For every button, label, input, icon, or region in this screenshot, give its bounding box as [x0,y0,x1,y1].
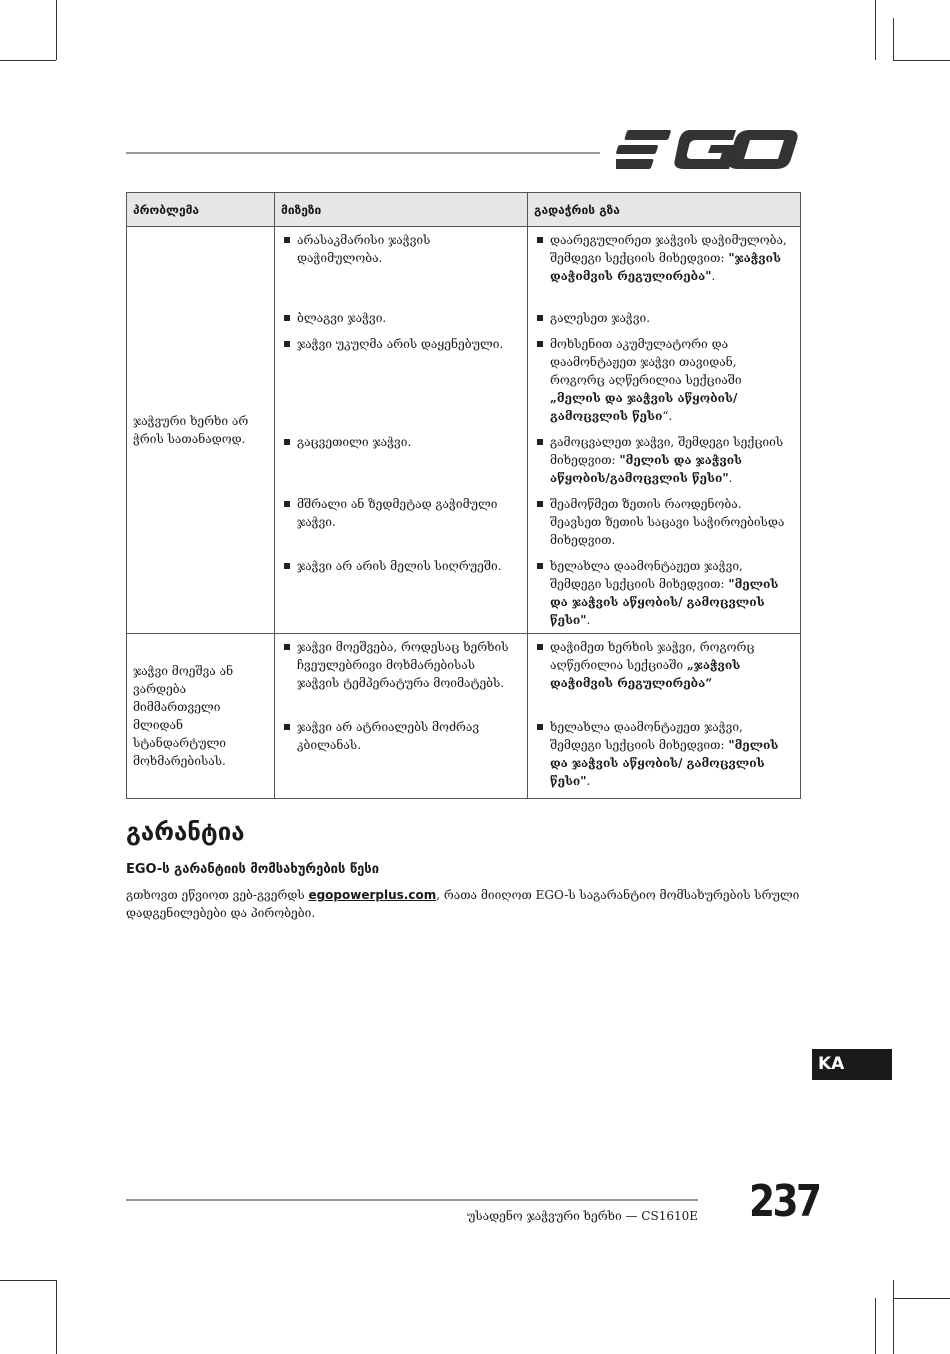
solution-item: გამოცვალეთ ჯაჭვი, შემდეგი სექციის მიხედვით: "მელის და ჯაჭვის აწყობის/გამოცვლის წესი". [528,429,800,491]
header-rule [126,152,600,154]
footer-text: უსადენო ჯაჭვური ხერხი — CS1610E [466,1209,698,1223]
warranty-text: გთხოვთ ეწვიოთ ვებ-გვერდს egopowerplus.com, რათა მიიღოთ EGO-ს საგარანტიო მომსახურების სრული დადგენილებები და პირობები. [126,888,800,920]
cause-item: მშრალი ან ზედმეტად გაჭიმული ჯაჭვი. [275,491,527,535]
solution-item: გალესეთ ჯაჭვი. [528,305,800,331]
footer-rule [126,1199,698,1201]
crop-mark [893,60,950,61]
cause-item: არასაკმარისი ჯაჭვის დაჭიმულობა. [275,227,527,271]
cause-item: ჯაჭვი არ ატრიალებს მოძრავ კბილანას. [275,714,527,758]
solution-item: დაჭიმეთ ხერხის ჯაჭვი, როგორც აღწერილია სექციაში „ჯაჭვის დაჭიმვის რეგულირება“ [528,634,800,696]
cause-item: ბლაგვი ჯაჭვი. [275,305,527,331]
crop-mark [893,18,894,60]
column-header-cause: მიზეზი [275,193,528,227]
table-header-row [127,193,801,227]
warranty-subtitle: EGO-ს გარანტიის მომსახურების წესი [126,862,380,877]
section-title-warranty: გარანტია [126,818,245,846]
cause-item: ჯაჭვი უკუღმა არის დაყენებული. [275,331,527,357]
crop-mark [0,60,56,61]
crop-mark [875,0,876,60]
solution-item: ხელახლა დაამონტაჟეთ ჯაჭვი, შემდეგი სექციის მიხედვით: "მელის და ჯაჭვის აწყობის/ გამოცვლის წესი". [528,553,800,633]
crop-mark [56,0,57,60]
cause-item: ჯაჭვი მოეშვება, როდესაც ხერხის ჩვეულებრივი მოხმარებისას ჯაჭვის ტემპერატურა მოიმატებს. [275,634,527,696]
solution-item: შეამოწმეთ ზეთის რაოდენობა. შეავსეთ ზეთის საცავი საჭიროებისდა მიხედვით. [528,491,800,553]
table-row [127,634,801,715]
language-tab: KA [812,1049,892,1080]
ego-logo [616,128,800,172]
crop-mark [0,1280,56,1281]
solution-item: მოხსენით აკუმულატორი და დაამონტაჟეთ ჯაჭვი თავიდან, როგორც აღწერილია სექციაში „მელის და ჯაჭვის აწყობის/ გამოცვლის წესი“. [528,331,800,429]
troubleshooting-table [126,192,801,799]
cause-item: გაცვეთილი ჯაჭვი. [275,429,527,455]
solution-item: ხელახლა დაამონტაჟეთ ჯაჭვი, შემდეგი სექციის მიხედვით: "მელის და ჯაჭვის აწყობის/ გამოცვლის წესი". [528,714,800,794]
page-number: 237 [749,1176,820,1227]
problem-cell: ჯაჭვი მოეშვა ან ვარდება მიმმართველი მლიდან სტანდარტული მოხმარებისას. [127,634,275,799]
column-header-solution: გადაჭრის გზა [528,193,801,227]
cause-item: ჯაჭვი არ არის მელის სიღრუეში. [275,553,527,579]
crop-mark [56,1280,57,1354]
crop-mark [875,1298,876,1354]
warranty-link[interactable]: egopowerplus.com [308,888,437,902]
solution-item: დაარეგულირეთ ჯაჭვის დაჭიმულობა, შემდეგი სექციის მიხედვით: "ჯაჭვის დაჭიმვის რეგულირება". [528,227,800,289]
problem-cell: ჯაჭვური ხერხი არ ჭრის სათანადოდ. [127,227,275,634]
crop-mark [893,1280,894,1354]
crop-mark [893,1298,950,1299]
table-row [127,227,801,306]
column-header-problem: პრობლემა [127,193,275,227]
